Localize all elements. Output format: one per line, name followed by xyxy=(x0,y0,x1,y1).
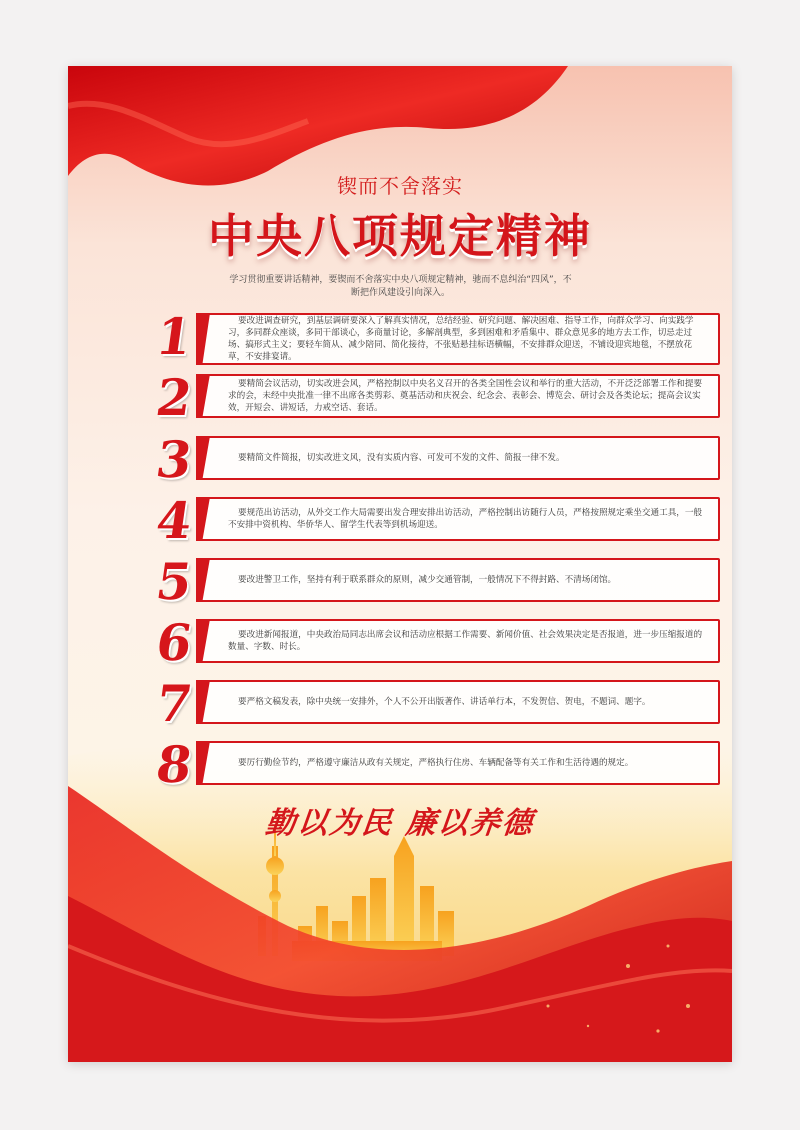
rule-text: 要规范出访活动，从外交工作大局需要出发合理安排出访活动，严格控制出访随行人员，严格按照规定乘坐交通工具，一般不安排中资机构、华侨华人、留学生代表等到机场迎送。 xyxy=(228,508,703,530)
rule-text: 要改进调查研究，到基层调研要深入了解真实情况，总结经验、研究问题、解决困难、指导工作，向群众学习、向实践学习，多同群众座谈，多同干部谈心，多商量讨论，多解剖典型，多到困难和矛盾集中、群众意见多的地方去工作，切忌走过场、搞形式主义；要轻车简从、减少陪同、简化接待，不张贴悬挂标语横幅，不安排群众迎送，不铺设迎宾地毯，不摆放花草，不安排宴请。 xyxy=(228,316,694,362)
rule-box xyxy=(196,619,720,663)
rule-number: 4 xyxy=(152,491,196,550)
rule-text: 要严格文稿发表，除中央统一安排外，个人不公开出版著作、讲话单行本，不发贺信、贺电，不题词、题字。 xyxy=(238,697,651,707)
poster xyxy=(68,66,732,1062)
rule-text: 要改进警卫工作，坚持有利于联系群众的原则，减少交通管制，一般情况下不得封路、不清场闭馆。 xyxy=(238,575,617,585)
rule-number: 3 xyxy=(152,430,196,489)
rule-box xyxy=(196,680,720,724)
rule-box xyxy=(196,497,720,541)
rule-box xyxy=(196,436,720,480)
rule-number: 5 xyxy=(152,552,196,611)
rule-box xyxy=(196,313,720,365)
poster-subtitle: 锲而不舍落实 xyxy=(337,174,463,198)
rule-number: 1 xyxy=(152,307,196,366)
rule-text: 要改进新闻报道，中央政治局同志出席会议和活动应根据工作需要、新闻价值、社会效果决定是否报道，进一步压缩报道的数量、字数、时长。 xyxy=(228,630,703,652)
rule-number: 2 xyxy=(152,368,196,427)
rule-number: 7 xyxy=(152,674,196,733)
flag-shape xyxy=(68,66,568,185)
rule-text: 要精简会议活动，切实改进会风，严格控制以中央名义召开的各类全国性会议和举行的重大活动，不开泛泛部署工作和提要求的会，未经中央批准一律不出席各类剪彩、奠基活动和庆祝会、纪念会、表彰会、博览会、研讨会及各类论坛；提高会议实效，开短会、讲短话，力戒空话、套话。 xyxy=(228,379,703,413)
rule-box xyxy=(196,374,720,418)
poster-title: 中央八项规定精神 xyxy=(208,209,592,263)
rule-box xyxy=(196,741,720,785)
intro-text: 学习贯彻重要讲话精神，要锲而不舍落实中央八项规定精神，驰而不息纠治“四风”，不断把作风建设引向深入。 xyxy=(229,275,572,298)
slogan: 勤以为民 廉以养德 xyxy=(263,806,536,841)
rule-number: 8 xyxy=(152,735,196,794)
rule-box xyxy=(196,558,720,602)
rule-text: 要精简文件简报，切实改进文风，没有实质内容、可发可不发的文件、简报一律不发。 xyxy=(238,453,565,463)
rule-text: 要厉行勤俭节约，严格遵守廉洁从政有关规定，严格执行住房、车辆配备等有关工作和生活待遇的规定。 xyxy=(238,758,634,768)
rule-number: 6 xyxy=(152,613,196,672)
